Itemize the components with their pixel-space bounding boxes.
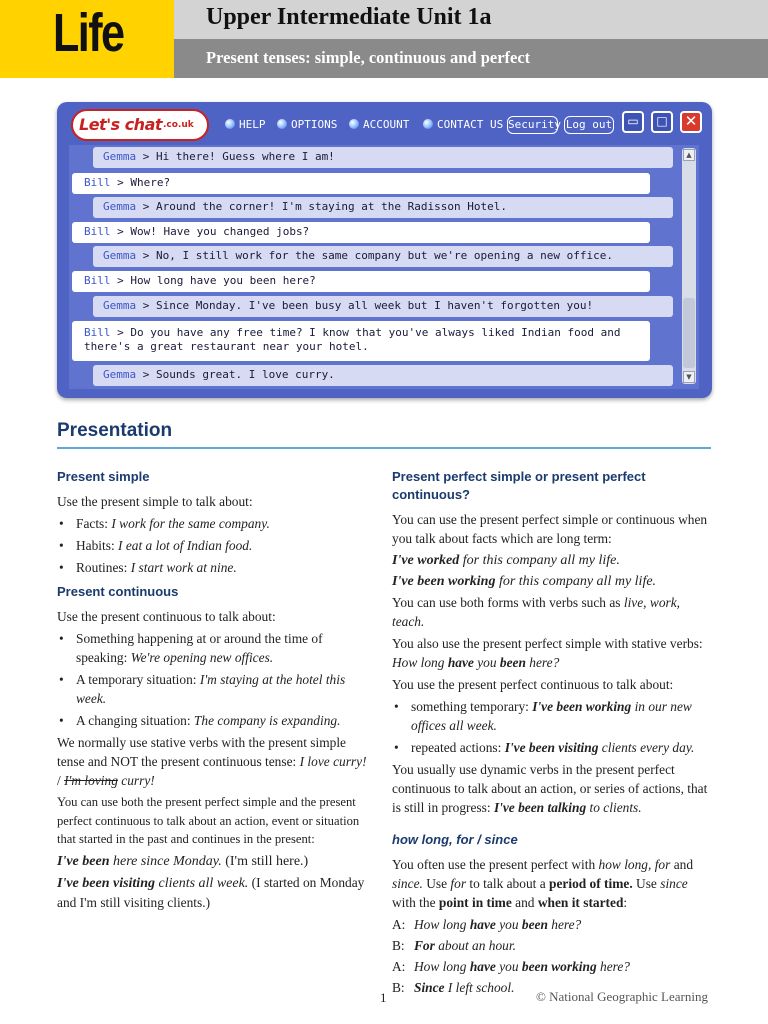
message-text: Sounds great. I love curry. bbox=[156, 368, 335, 381]
chat-message: Gemma > No, I still work for the same company but we're opening a new office. bbox=[93, 246, 673, 267]
presentation-heading: Presentation bbox=[57, 420, 173, 441]
sender-name: Gemma bbox=[103, 299, 137, 312]
page-title: Upper Intermediate Unit 1a bbox=[206, 4, 492, 30]
minimize-icon: ▭ bbox=[627, 114, 639, 128]
logo-suffix: .co.uk bbox=[163, 120, 194, 130]
sender-name: Bill bbox=[84, 225, 111, 238]
continuous-intro: You use the present perfect continuous to talk about: bbox=[392, 677, 674, 692]
chat-message: Gemma > Sounds great. I love curry. bbox=[93, 365, 673, 386]
nav-help-label: HELP bbox=[239, 118, 266, 131]
present-continuous-list bbox=[57, 629, 372, 730]
sender-name: Gemma bbox=[103, 249, 137, 262]
sender-name: Gemma bbox=[103, 150, 137, 163]
example-sentence: I've been working for this company all my life. bbox=[392, 574, 657, 589]
chat-message: Bill > Where? bbox=[72, 173, 650, 194]
perfect-intro: You can use the present perfect simple or continuous when you talk about facts which are long term: bbox=[392, 512, 708, 546]
scroll-thumb[interactable] bbox=[683, 298, 695, 368]
how-long-title: how long, for / since bbox=[392, 832, 518, 847]
chat-message: Gemma > Around the corner! I'm staying at the Radisson Hotel. bbox=[93, 197, 673, 218]
minimize-button[interactable] bbox=[622, 111, 644, 133]
nav-help[interactable] bbox=[225, 118, 266, 131]
title-bar bbox=[174, 0, 768, 39]
speaker-label: B: bbox=[392, 938, 405, 953]
nav-contact-label: CONTACT US bbox=[437, 118, 504, 131]
dialogue-line bbox=[392, 957, 712, 976]
chat-message: Bill > Do you have any free time? I know that you've always liked Indian food and there's a great restaurant near your hotel. bbox=[72, 321, 650, 361]
life-logo bbox=[0, 0, 174, 78]
speaker-label: A: bbox=[392, 959, 406, 974]
message-text: No, I still work for the same company but we're opening a new office. bbox=[156, 249, 613, 262]
message-text: How long have you been here? bbox=[130, 274, 316, 287]
sender-name: Bill bbox=[84, 326, 111, 339]
logo-text: Let's chat bbox=[79, 115, 163, 134]
sender-name: Gemma bbox=[103, 368, 137, 381]
sender-name: Gemma bbox=[103, 200, 137, 213]
present-simple-intro: Use the present simple to talk about: bbox=[57, 494, 253, 509]
chat-message: Bill > How long have you been here? bbox=[72, 271, 650, 292]
message-text: Since Monday. I've been busy all week but I haven't forgotten you! bbox=[156, 299, 594, 312]
message-text: Around the corner! I'm staying at the Radisson Hotel. bbox=[156, 200, 507, 213]
present-continuous-intro: Use the present continuous to talk about: bbox=[57, 609, 276, 624]
list-item: • Routines: I start work at nine. bbox=[57, 558, 372, 577]
scroll-up-icon[interactable]: ▲ bbox=[683, 149, 695, 161]
chat-window bbox=[57, 102, 712, 398]
perfect-continuous-list bbox=[392, 697, 712, 757]
heading-divider bbox=[57, 447, 711, 449]
copyright: © National Geographic Learning bbox=[536, 989, 708, 1004]
nav-contact-us[interactable] bbox=[423, 118, 503, 131]
example-sentence: I've been visiting clients all week. (I started on Monday and I'm still visiting clients.) bbox=[57, 874, 365, 910]
nav-options[interactable] bbox=[277, 118, 337, 131]
subtitle-bar bbox=[174, 39, 768, 78]
nav-account-label: ACCOUNT bbox=[363, 118, 410, 131]
dynamic-verbs-note: You usually use dynamic verbs in the present perfect continuous to talk about an action, or series of actions, that is still in progress: I've been talking to clients. bbox=[392, 762, 708, 815]
message-text: Wow! Have you changed jobs? bbox=[130, 225, 310, 238]
chat-messages bbox=[69, 145, 699, 389]
how-long-text: You often use the present perfect with how long, for and since. Use for to talk about a period of time. Use since with the point in time and when it started: bbox=[392, 857, 694, 910]
chat-message: Gemma > Hi there! Guess where I am! bbox=[93, 147, 673, 168]
left-column bbox=[57, 468, 372, 915]
list-item: • A temporary situation: I'm staying at the hotel this week. bbox=[57, 670, 372, 708]
bullet-icon bbox=[277, 119, 287, 129]
dialogue-text: Since I left school. bbox=[414, 980, 515, 995]
list-item: • Facts: I work for the same company. bbox=[57, 514, 372, 533]
lets-chat-logo bbox=[71, 109, 209, 141]
present-simple-title: Present simple bbox=[57, 469, 150, 484]
speaker-label: A: bbox=[392, 917, 406, 932]
message-text: Do you have any free time? I know that you've always liked Indian food and there's a great restaurant near your hotel. bbox=[84, 326, 621, 353]
bullet-icon bbox=[349, 119, 359, 129]
list-item: • Habits: I eat a lot of Indian food. bbox=[57, 536, 372, 555]
dialogue-text: How long have you been here? bbox=[414, 917, 582, 932]
chat-scrollbar[interactable] bbox=[682, 148, 696, 384]
list-item: • something temporary: I've been working in our new offices all week. bbox=[392, 697, 712, 735]
nav-account[interactable] bbox=[349, 118, 409, 131]
both-forms-note: You can use both the present perfect simple and the present perfect continuous to talk about an action, event or situation that started in the past and continues in the present: bbox=[57, 795, 360, 846]
speaker-label: B: bbox=[392, 980, 405, 995]
bullet-icon bbox=[423, 119, 433, 129]
message-text: Hi there! Guess where I am! bbox=[156, 150, 335, 163]
dialogue bbox=[392, 915, 712, 997]
security-button[interactable]: Security bbox=[507, 116, 558, 134]
maximize-icon: □ bbox=[656, 114, 668, 128]
sender-name: Bill bbox=[84, 176, 111, 189]
close-icon: ✕ bbox=[684, 112, 698, 130]
list-item: • A changing situation: The company is expanding. bbox=[57, 711, 372, 730]
right-column bbox=[392, 468, 712, 999]
dialogue-text: How long have you been working here? bbox=[414, 959, 630, 974]
example-sentence: I've been here since Monday. (I'm still here.) bbox=[57, 853, 309, 869]
dialogue-text: For about an hour. bbox=[414, 938, 516, 953]
list-item: • repeated actions: I've been visiting clients every day. bbox=[392, 738, 712, 757]
logout-button[interactable]: Log out bbox=[564, 116, 614, 134]
present-simple-list bbox=[57, 514, 372, 577]
both-forms-verbs: You can use both forms with verbs such as live, work, teach. bbox=[392, 595, 681, 629]
brand-text: Life bbox=[53, 3, 124, 63]
bullet-icon bbox=[225, 119, 235, 129]
chat-message: Bill > Wow! Have you changed jobs? bbox=[72, 222, 650, 243]
example-sentence: I've worked for this company all my life. bbox=[392, 553, 620, 568]
nav-options-label: OPTIONS bbox=[291, 118, 338, 131]
present-continuous-title: Present continuous bbox=[57, 584, 179, 599]
stative-note: You also use the present perfect simple with stative verbs: How long have you been here? bbox=[392, 636, 703, 670]
maximize-button[interactable] bbox=[651, 111, 673, 133]
list-item: • Something happening at or around the time of speaking: We're opening new offices. bbox=[57, 629, 372, 667]
dialogue-line bbox=[392, 915, 712, 934]
dialogue-line bbox=[392, 936, 712, 955]
chat-message: Gemma > Since Monday. I've been busy all week but I haven't forgotten you! bbox=[93, 296, 673, 317]
scroll-down-icon[interactable]: ▼ bbox=[683, 371, 695, 383]
message-text: Where? bbox=[130, 176, 171, 189]
perfect-title: Present perfect simple or present perfect continuous? bbox=[392, 469, 646, 502]
close-button[interactable] bbox=[680, 111, 702, 133]
sender-name: Bill bbox=[84, 274, 111, 287]
page-subtitle: Present tenses: simple, continuous and perfect bbox=[206, 48, 531, 67]
stative-verbs-note: We normally use stative verbs with the present simple tense and NOT the present continuous tense: I love curry! / I'm loving curry! bbox=[57, 735, 367, 788]
page-number: 1 bbox=[380, 990, 387, 1005]
